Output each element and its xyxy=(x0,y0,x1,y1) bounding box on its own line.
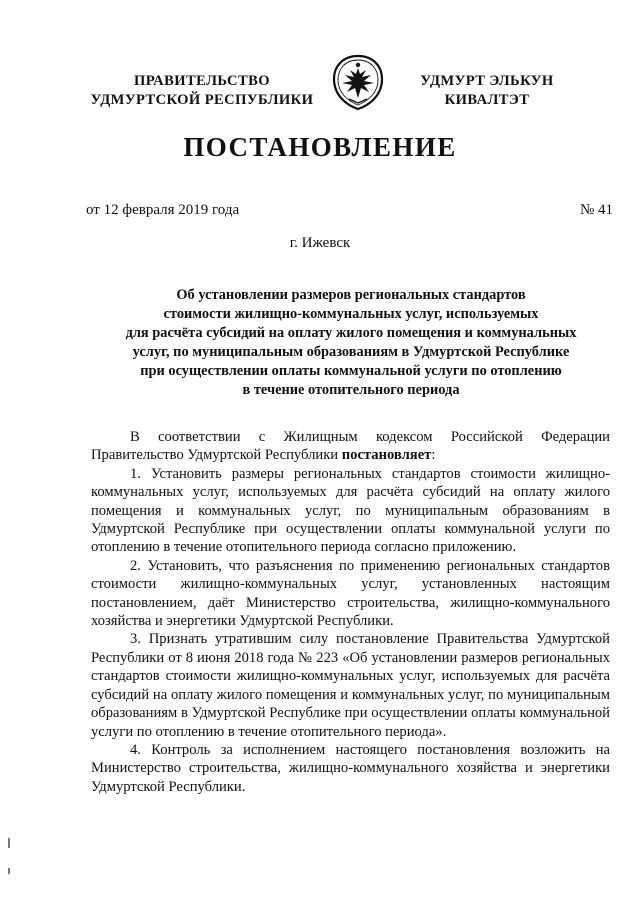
subject-line: стоимости жилищно-коммунальных услуг, используемых xyxy=(163,306,539,322)
document-body xyxy=(91,428,610,796)
header-right-line-1: УДМУРТ ЭЛЬКУН xyxy=(420,73,554,89)
header-right-line-2: КИВАЛТЭТ xyxy=(444,92,530,108)
subject-line: в течение отопительного периода xyxy=(242,382,460,398)
udmurt-coat-of-arms-icon xyxy=(331,54,385,110)
header-left-line-2: УДМУРТСКОЙ РЕСПУБЛИКИ xyxy=(90,92,314,108)
document-date: от 12 февраля 2019 года xyxy=(86,202,240,218)
subject-line: Об установлении размеров региональных стандартов xyxy=(176,287,526,303)
body-paragraph-2: 2. Установить, что разъяснения по применению региональных стандартов стоимости жилищно-коммунальных услуг, установленных настоящим постановлением, даёт Министерство строительства, жилищно-коммунального хозяйства и энергетики Удмуртской Республики. xyxy=(91,557,610,630)
preamble-bold: постановляет xyxy=(341,447,432,464)
subject-line: услуг, по муниципальным образованиям в Удмуртской Республике xyxy=(132,344,570,360)
preamble-tail: : xyxy=(431,447,436,464)
document-subject xyxy=(86,286,616,400)
scan-edge-mark xyxy=(8,838,10,848)
document-title: ПОСТАНОВЛЕНИЕ xyxy=(183,132,457,162)
body-paragraph-3: 3. Признать утратившим силу постановление Правительства Удмуртской Республики от 8 июня 2018 года № 223 «Об установлении размеров региональных стандартов стоимости жилищно-коммунальных услуг, используемых для расчёта субсидий на оплату жилого помещения и коммунальных услуг, по муниципальным образованиям в Удмуртской Республике при осуществлении оплаты коммунальной услуги по отоплению в течение отопительного периода». xyxy=(91,631,610,740)
document-city: г. Ижевск xyxy=(289,235,351,251)
body-paragraph-1: 1. Установить размеры региональных стандартов стоимости жилищно-коммунальных услуг, используемых для расчёта субсидий на оплату жилого помещения и коммунальных услуг, по муниципальным образованиям в Удмуртской Республике при осуществлении оплаты коммунальной услуги по отоплению в течение отопительного периода согласно приложению. xyxy=(91,465,610,556)
preamble-paragraph xyxy=(91,428,610,465)
subject-line: при осуществлении оплаты коммунальной услуги по отоплению xyxy=(140,363,562,379)
document-number: № 41 xyxy=(579,202,613,218)
subject-line: для расчёта субсидий на оплату жилого помещения и коммунальных xyxy=(125,325,577,341)
preamble-text: В соответствии с Жилищным кодексом Российской Федерации Правительство Удмуртской Республики xyxy=(91,429,610,464)
header-left-line-1: ПРАВИТЕЛЬСТВО xyxy=(133,73,270,89)
header-government-ru xyxy=(88,72,316,110)
body-paragraph-4: 4. Контроль за исполнением настоящего постановления возложить на Министерство строительства, жилищно-коммунального хозяйства и энергетики Удмуртской Республики. xyxy=(91,741,610,795)
header-government-udm xyxy=(412,72,562,110)
scan-edge-mark xyxy=(8,868,10,874)
